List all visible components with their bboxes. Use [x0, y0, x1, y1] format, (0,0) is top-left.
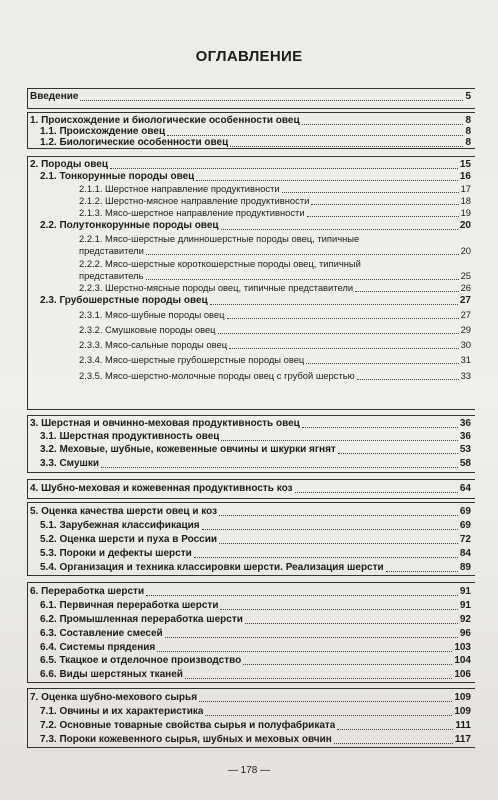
toc-entry-page: 89: [459, 562, 471, 573]
toc-entry[interactable]: [79, 309, 471, 321]
leader-dots: [210, 302, 458, 305]
toc-entry[interactable]: [40, 171, 471, 183]
toc-entry-page: 96: [459, 628, 471, 639]
toc-entry-title: 2.1.1. Шерстное направление продуктивности: [79, 183, 280, 194]
toc-entry-page: 19: [460, 207, 471, 218]
toc-entry[interactable]: [79, 324, 471, 336]
toc-entry[interactable]: [40, 655, 471, 667]
leader-dots: [196, 178, 458, 181]
toc-entry[interactable]: [79, 339, 471, 351]
toc-entry-title: 1.1. Происхождение овец: [40, 126, 166, 137]
toc-entry[interactable]: [40, 600, 471, 612]
toc-entry[interactable]: [40, 220, 471, 232]
toc-entry-title: 2.2.3. Шерстно-мясные породы овец, типичные представители: [79, 282, 354, 293]
toc-entry[interactable]: [40, 444, 471, 456]
toc-entry-page: 92: [459, 614, 471, 625]
toc-entry[interactable]: [40, 534, 471, 546]
leader-dots: [295, 490, 458, 493]
leader-dots: [221, 227, 458, 230]
leader-dots: [220, 607, 457, 610]
leader-dots: [306, 361, 458, 364]
toc-entry-title: 1. Происхождение и биологические особенности овец: [30, 115, 300, 126]
toc-entry-page: 58: [459, 458, 471, 469]
leader-dots: [227, 316, 459, 319]
toc-entry-page: 29: [460, 324, 471, 335]
page-number: — 178 —: [227, 765, 271, 776]
toc-entry[interactable]: [79, 233, 471, 245]
toc-entry[interactable]: [40, 669, 471, 681]
toc-entry[interactable]: [79, 195, 471, 207]
toc-entry-page: 104: [454, 655, 471, 666]
toc-entry-title: 7.3. Пороки кожевенного сырья, шубных и меховых овчин: [40, 734, 332, 745]
toc-entry[interactable]: [79, 270, 471, 282]
toc-entry-title: 7.2. Основные товарные свойства сырья и полуфабриката: [40, 720, 336, 731]
leader-dots: [218, 331, 459, 334]
toc-entry-page: 69: [459, 520, 471, 531]
toc-entry[interactable]: [30, 586, 471, 598]
toc-entry-page: 8: [465, 137, 471, 148]
leader-dots: [199, 699, 452, 702]
toc-entry[interactable]: [40, 431, 471, 443]
toc-entry-title: 2.2.1. Мясо-шерстные длинношерстные породы овец, типичные: [79, 233, 360, 244]
toc-entry-page: 36: [459, 418, 471, 429]
toc-entry[interactable]: [40, 706, 471, 718]
toc-entry-page: 27: [459, 295, 471, 306]
toc-entry[interactable]: [79, 258, 471, 270]
toc-entry-page: 64: [459, 483, 471, 494]
toc-entry-title: Введение: [30, 91, 79, 102]
toc-entry-page: 20: [460, 245, 471, 256]
leader-dots: [357, 377, 459, 380]
toc-entry-page: 72: [459, 534, 471, 545]
toc-entry-title: 2.2.2. Мясо-шерстные короткошерстные породы овец, типичный: [79, 258, 361, 269]
toc-entry-title: 2.3.1. Мясо-шубные породы овец: [79, 309, 225, 320]
toc-entry-page: 26: [460, 282, 471, 293]
toc-entry-title: 7. Оценка шубно-мехового сырья: [30, 692, 198, 703]
toc-entry[interactable]: [40, 562, 471, 574]
toc-entry-page: 109: [454, 706, 471, 717]
leader-dots: [146, 593, 458, 596]
toc-entry-title: 6.4. Системы прядения: [40, 642, 156, 653]
toc-entry[interactable]: [79, 370, 471, 382]
toc-entry-title: 5. Оценка качества шерсти овец и коз: [30, 506, 218, 517]
toc-entry[interactable]: [40, 137, 471, 149]
toc-entry-title: 6. Переработка шерсти: [30, 586, 145, 597]
leader-dots: [243, 662, 452, 665]
toc-entry[interactable]: [40, 734, 471, 746]
leader-dots: [307, 214, 459, 217]
toc-entry[interactable]: [79, 282, 471, 294]
toc-entry-title: 6.1. Первичная переработка шерсти: [40, 600, 219, 611]
toc-entry-title: 2.1. Тонкорунные породы овец: [40, 171, 195, 182]
toc-entry-page: 20: [459, 220, 471, 231]
toc-entry-title: 4. Шубно-меховая и кожевенная продуктивность коз: [30, 483, 293, 494]
leader-dots: [229, 346, 458, 349]
toc-entry-page: 109: [454, 692, 471, 703]
toc-entry-title: 5.4. Организация и техника классировки шерсти. Реализация шерсти: [40, 562, 384, 573]
toc-entry[interactable]: [30, 91, 471, 103]
toc-entry[interactable]: [30, 692, 471, 704]
toc-entry[interactable]: [30, 159, 471, 171]
toc-entry-page: 25: [460, 270, 471, 281]
leader-dots: [146, 277, 459, 280]
toc-entry-page: 31: [460, 354, 471, 365]
toc-entry-page: 53: [459, 444, 471, 455]
toc-entry-page: 91: [459, 586, 471, 597]
toc-entry-title: 7.1. Овчины и их характеристика: [40, 706, 204, 717]
leader-dots: [221, 438, 457, 441]
toc-entry-page: 8: [465, 115, 471, 126]
leader-dots: [334, 741, 453, 744]
toc-entry-page: 17: [460, 183, 471, 194]
leader-dots: [302, 122, 464, 125]
toc-entry-page: 117: [454, 734, 471, 745]
toc-entry-title: 6.2. Промышленная переработка шерсти: [40, 614, 243, 625]
leader-dots: [110, 166, 458, 169]
toc-entry-page: 91: [459, 600, 471, 611]
toc-entry-title: представитель: [79, 270, 144, 281]
leader-dots: [101, 465, 458, 468]
leader-dots: [194, 555, 458, 558]
toc-entry[interactable]: [79, 183, 471, 195]
leader-dots: [355, 289, 459, 292]
toc-entry[interactable]: [30, 506, 471, 518]
leader-dots: [311, 202, 458, 205]
toc-entry-page: 36: [459, 431, 471, 442]
leader-dots: [219, 541, 458, 544]
toc-entry-title: 6.6. Виды шерстяных тканей: [40, 669, 183, 680]
leader-dots: [386, 569, 458, 572]
toc-entry-title: 6.3. Составление смесей: [40, 628, 163, 639]
toc-entry-title: 2.3.5. Мясо-шерстно-молочные породы овец с грубой шерстью: [79, 370, 355, 381]
toc-entry-title: 5.2. Оценка шерсти и пуха в России: [40, 534, 218, 545]
toc-entry-page: 16: [459, 171, 471, 182]
leader-dots: [282, 190, 459, 193]
leader-dots: [165, 635, 458, 638]
toc-entry[interactable]: [40, 628, 471, 640]
toc-entry-page: 106: [454, 669, 471, 680]
toc-entry-title: 2.1.2. Шерстно-мясное направление продуктивности: [79, 195, 310, 206]
leader-dots: [205, 713, 452, 716]
toc-entry-page: 27: [460, 309, 471, 320]
toc-entry-page: 111: [455, 720, 471, 731]
toc-entry-title: 6.5. Ткацкое и отделочное производство: [40, 655, 242, 666]
leader-dots: [185, 676, 452, 679]
toc-entry[interactable]: [40, 548, 471, 560]
toc-entry[interactable]: [79, 207, 471, 219]
toc-entry-title: 2.1.3. Мясо-шерстное направление продуктивности: [79, 207, 305, 218]
toc-entry[interactable]: [40, 614, 471, 626]
toc-entry[interactable]: [30, 418, 471, 430]
toc-entry[interactable]: [79, 245, 471, 257]
toc-entry-page: 69: [459, 506, 471, 517]
toc-entry[interactable]: [30, 483, 471, 495]
toc-entry-page: 103: [454, 642, 471, 653]
toc-entry[interactable]: [40, 295, 471, 307]
toc-entry-page: 5: [465, 91, 471, 102]
toc-entry-title: 3. Шерстная и овчинно-меховая продуктивность овец: [30, 418, 300, 429]
toc-entry-title: 5.1. Зарубежная классификация: [40, 520, 200, 531]
toc-entry-title: 2.3.2. Смушковые породы овец: [79, 324, 216, 335]
toc-entry-title: 2.3.3. Мясо-сальные породы овец: [79, 339, 228, 350]
toc-entry[interactable]: [79, 354, 471, 366]
toc-entry-page: 8: [465, 126, 471, 137]
leader-dots: [302, 425, 458, 428]
leader-dots: [337, 727, 453, 730]
toc-entry[interactable]: [40, 720, 471, 732]
toc-entry-page: 33: [460, 370, 471, 381]
toc-entry-title: 2.3. Грубошерстные породы овец: [40, 295, 208, 306]
toc-entry-page: 30: [460, 339, 471, 350]
toc-entry-page: 18: [460, 195, 471, 206]
leader-dots: [245, 621, 458, 624]
page-title: ОГЛАВЛЕНИЕ: [195, 48, 303, 65]
leader-dots: [146, 252, 459, 255]
leader-dots: [230, 144, 463, 147]
toc-entry-title: 2.3.4. Мясо-шерстные грубошерстные породы овец: [79, 354, 305, 365]
toc-entry[interactable]: [40, 642, 471, 654]
leader-dots: [338, 451, 458, 454]
toc-entry-title: 2.2. Полутонкорунные породы овец: [40, 220, 219, 231]
toc-entry-title: 1.2. Биологические особенности овец: [40, 137, 229, 148]
leader-dots: [202, 527, 458, 530]
toc-entry-title: 3.2. Меховые, шубные, кожевенные овчины и шкурки ягнят: [40, 444, 336, 455]
toc-entry-title: 3.1. Шерстная продуктивность овец: [40, 431, 220, 442]
toc-entry-title: 2. Породы овец: [30, 159, 108, 170]
leader-dots: [167, 133, 463, 136]
leader-dots: [157, 649, 452, 652]
leader-dots: [219, 513, 458, 516]
leader-dots: [80, 98, 463, 101]
toc-entry-page: 15: [459, 159, 471, 170]
toc-entry-title: 3.3. Смушки: [40, 458, 99, 469]
toc-entry[interactable]: [40, 458, 471, 470]
toc-entry[interactable]: [40, 520, 471, 532]
toc-entry-page: 84: [459, 548, 471, 559]
toc-entry-title: представители: [79, 245, 144, 256]
toc-entry-title: 5.3. Пороки и дефекты шерсти: [40, 548, 192, 559]
